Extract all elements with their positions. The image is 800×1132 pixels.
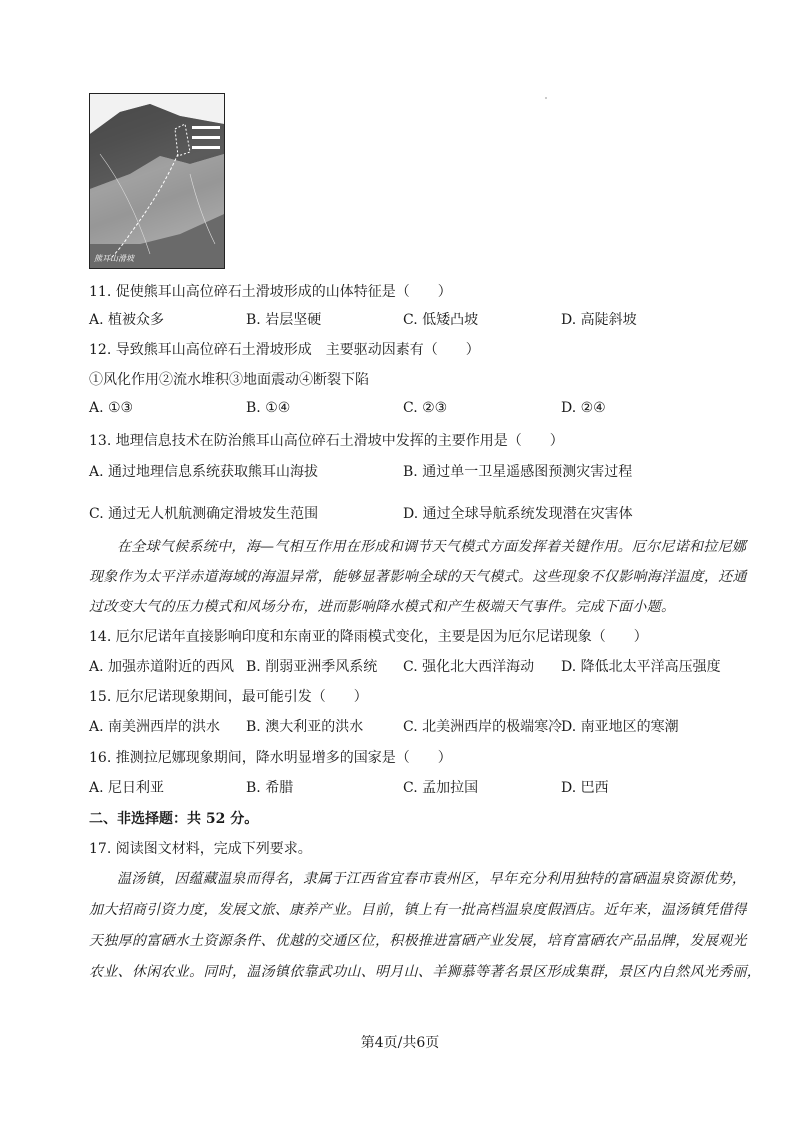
q17-passage-line-2: 加大招商引资力度，发展文旅、康养产业。目前，镇上有一批高档温泉度假酒店。近年来，温汤镇凭借得	[89, 902, 747, 918]
question-14-stem: 14. 厄尔尼诺年直接影响印度和东南亚的降雨模式变化，主要是因为厄尔尼诺现象（ ）	[89, 629, 648, 645]
q17-passage-line-1: 温汤镇，因蕴藏温泉而得名，隶属于江西省宜春市袁州区，早年充分利用独特的富硒温泉资源优势，	[117, 871, 747, 887]
mountain-illustration	[90, 94, 224, 268]
q12-option-d: D. ②④	[561, 400, 606, 416]
question-15-stem: 15. 厄尔尼诺现象期间，最可能引发（ ）	[89, 689, 368, 705]
q12-option-c: C. ②③	[403, 400, 448, 416]
passage-1-line-2: 现象作为太平洋赤道海域的海温异常，能够显著影响全球的天气模式。这些现象不仅影响海洋温度，还通	[89, 569, 747, 585]
page-number: 第4页/共6页	[360, 1035, 440, 1051]
q11-option-b: B. 岩层坚硬	[246, 312, 322, 328]
q15-option-c: C. 北美洲西岸的极端寒冷	[403, 719, 563, 735]
landslide-photo	[89, 93, 225, 269]
q17-passage-line-4: 农业、休闲农业。同时，温汤镇依靠武功山、明月山、羊狮慕等著名景区形成集群，景区内自然风光秀丽，	[89, 964, 762, 980]
q12-option-b: B. ①④	[246, 400, 291, 416]
photo-caption: 熊耳山滑坡	[94, 254, 134, 263]
q12-option-a: A. ①③	[89, 400, 134, 416]
q15-option-b: B. 澳大利亚的洪水	[246, 719, 364, 735]
q11-option-d: D. 高陡斜坡	[561, 312, 637, 328]
question-17-stem: 17. 阅读图文材料，完成下列要求。	[89, 841, 312, 857]
q16-option-a: A. 尼日利亚	[89, 780, 165, 796]
q16-option-d: D. 巴西	[561, 780, 609, 796]
question-11-stem: 11. 促使熊耳山高位碎石土滑坡形成的山体特征是（ ）	[89, 284, 452, 300]
q13-option-a: A. 通过地理信息系统获取熊耳山海拔	[89, 464, 319, 480]
q14-option-d: D. 降低北太平洋高压强度	[561, 659, 721, 675]
passage-1-line-3: 过改变大气的压力模式和风场分布，进而影响降水模式和产生极端天气事件。完成下面小题。	[89, 599, 676, 615]
question-12-items: ①风化作用②流水堆积③地面震动④断裂下陷	[89, 372, 369, 388]
q11-option-c: C. 低矮凸坡	[403, 312, 479, 328]
q13-option-c: C. 通过无人机航测确定滑坡发生范围	[89, 506, 319, 522]
q14-option-b: B. 削弱亚洲季风系统	[246, 659, 378, 675]
q14-option-a: A. 加强赤道附近的西风	[89, 659, 235, 675]
q13-option-d: D. 通过全球导航系统发现潜在灾害体	[403, 506, 633, 522]
question-16-stem: 16. 推测拉尼娜现象期间，降水明显增多的国家是（ ）	[89, 750, 452, 766]
q13-option-b: B. 通过单一卫星遥感图预测灾害过程	[403, 464, 633, 480]
question-12-stem: 12. 导致熊耳山高位碎石土滑坡形成 主要驱动因素有（ ）	[89, 342, 480, 358]
section-2-title: 二、非选择题：共 52 分。	[89, 811, 259, 827]
q11-option-a: A. 植被众多	[89, 312, 165, 328]
q16-option-c: C. 孟加拉国	[403, 780, 479, 796]
question-13-stem: 13. 地理信息技术在防治熊耳山高位碎石土滑坡中发挥的主要作用是（ ）	[89, 433, 564, 449]
passage-1-line-1: 在全球气候系统中，海—气相互作用在形成和调节天气模式方面发挥着关键作用。厄尔尼诺和拉尼娜	[117, 539, 747, 555]
scan-speck	[545, 97, 547, 99]
q14-option-c: C. 强化北大西洋海动	[403, 659, 535, 675]
q17-passage-line-3: 天独厚的富硒水土资源条件、优越的交通区位，积极推进富硒产业发展，培育富硒农产品品牌，发展观光	[89, 933, 747, 949]
q15-option-d: D. 南亚地区的寒潮	[561, 719, 679, 735]
q16-option-b: B. 希腊	[246, 780, 294, 796]
q15-option-a: A. 南美洲西岸的洪水	[89, 719, 221, 735]
